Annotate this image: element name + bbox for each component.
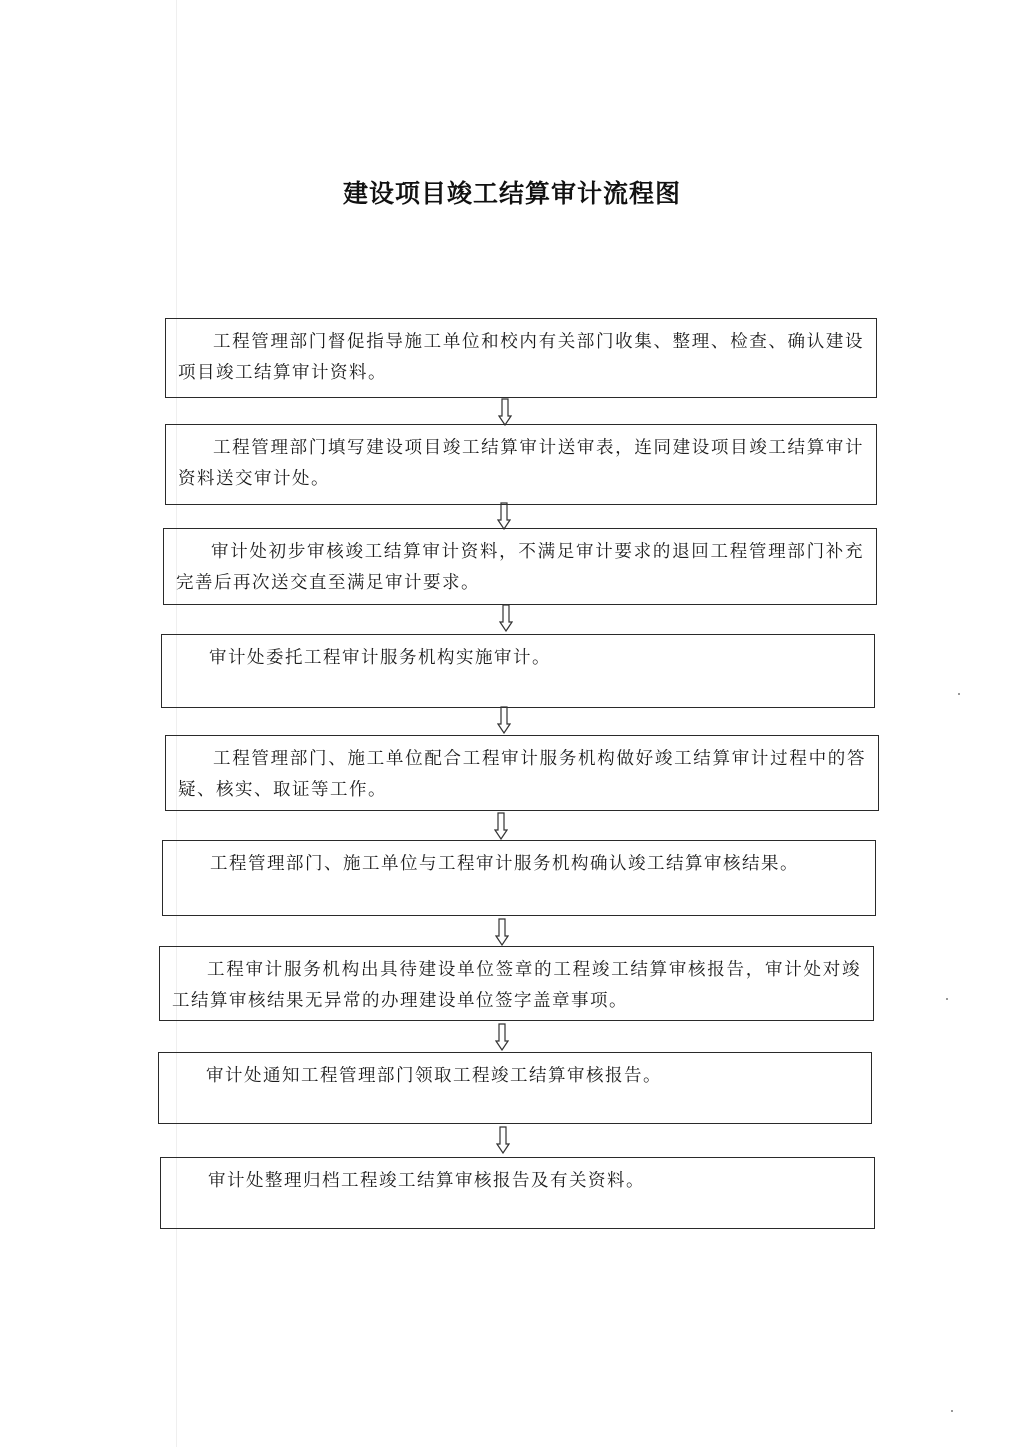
page-title: 建设项目竣工结算审计流程图 xyxy=(342,179,681,208)
flow-step-2 xyxy=(165,424,877,505)
down-arrow-icon xyxy=(497,502,511,530)
flow-step-2-text: 工程管理部门填写建设项目竣工结算审计送审表，连同建设项目竣工结算审计资料送交审计处。 xyxy=(178,438,864,489)
flow-step-3-text: 审计处初步审核竣工结算审计资料，不满足审计要求的退回工程管理部门补充完善后再次送交直至满足审计要求。 xyxy=(176,542,864,593)
page-fold-line xyxy=(176,0,177,1447)
down-arrow-icon xyxy=(498,398,512,426)
flow-step-8 xyxy=(158,1052,872,1124)
flow-step-5 xyxy=(165,735,879,811)
down-arrow-icon xyxy=(495,1023,509,1051)
flow-step-9-text: 审计处整理归档工程竣工结算审核报告及有关资料。 xyxy=(208,1171,645,1191)
flow-step-8-text: 审计处通知工程管理部门领取工程竣工结算审核报告。 xyxy=(206,1066,662,1086)
scan-speck xyxy=(958,693,960,695)
down-arrow-icon xyxy=(495,918,509,946)
flow-step-9 xyxy=(160,1157,875,1229)
flow-step-1 xyxy=(165,318,877,398)
scan-speck xyxy=(951,1410,953,1412)
flow-step-4-text: 审计处委托工程审计服务机构实施审计。 xyxy=(209,648,551,668)
flow-step-4 xyxy=(161,634,875,708)
down-arrow-icon xyxy=(496,1126,510,1154)
scan-speck xyxy=(946,998,948,1000)
flow-step-7-text: 工程审计服务机构出具待建设单位签章的工程竣工结算审核报告，审计处对竣工结算审核结果无异常的办理建设单位签字盖章事项。 xyxy=(172,960,861,1011)
flow-step-1-text: 工程管理部门督促指导施工单位和校内有关部门收集、整理、检查、确认建设项目竣工结算审计资料。 xyxy=(178,332,864,383)
flow-step-3 xyxy=(163,528,877,605)
flow-step-5-text: 工程管理部门、施工单位配合工程审计服务机构做好竣工结算审计过程中的答疑、核实、取证等工作。 xyxy=(178,749,866,800)
flow-step-6 xyxy=(162,840,876,916)
down-arrow-icon xyxy=(499,604,513,632)
flow-step-7 xyxy=(159,946,874,1021)
down-arrow-icon xyxy=(494,812,508,840)
flow-step-6-text: 工程管理部门、施工单位与工程审计服务机构确认竣工结算审核结果。 xyxy=(210,854,799,874)
down-arrow-icon xyxy=(497,706,511,734)
